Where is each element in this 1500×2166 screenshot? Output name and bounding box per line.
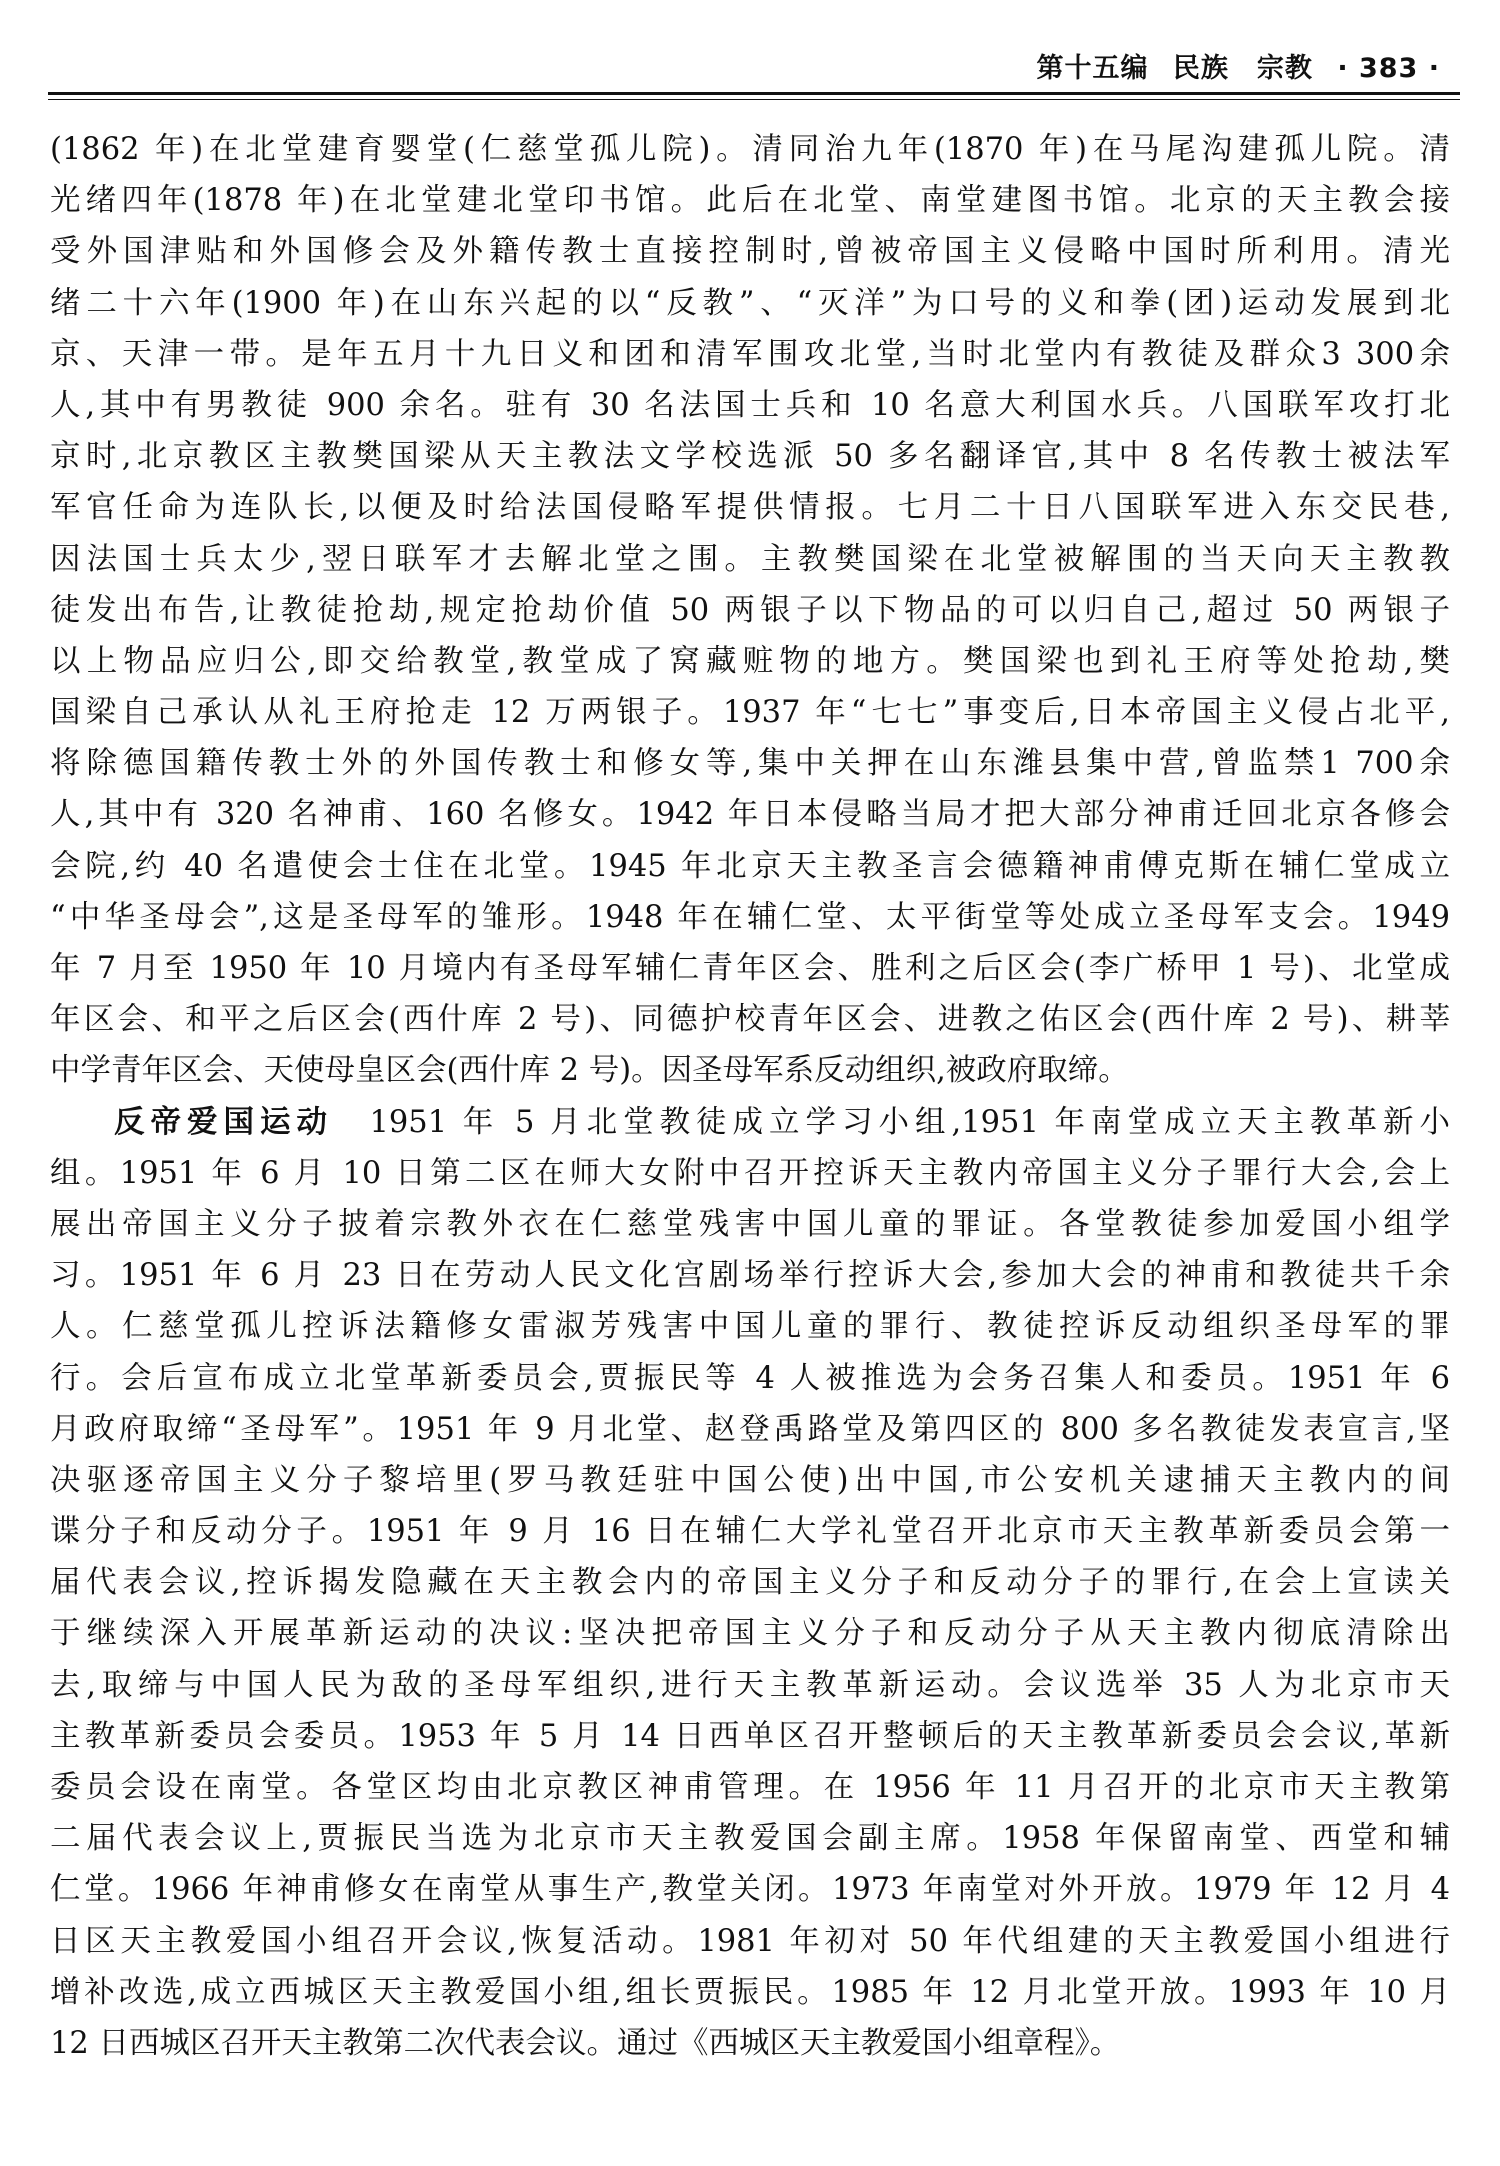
header-text	[1023, 46, 1441, 85]
header-rule-thin	[48, 99, 1460, 100]
text-line: 月政府取缔“圣母军”。1951 年 9 月北堂、赵登禹路堂及第四区的 800 多名教徒发表宣言,坚	[50, 1411, 1450, 1447]
text-line-first	[50, 1097, 1450, 1148]
header-rule-thick	[48, 92, 1460, 95]
text-line: 决驱逐帝国主义分子黎培里(罗马教廷驻中国公使)出中国,市公安机关逮捕天主教内的间	[50, 1462, 1450, 1498]
text-line: 中学青年区会、天使母皇区会(西什库 2 号)。因圣母军系反动组织,被政府取缔。	[50, 1053, 1129, 1089]
text-line: 人,其中有男教徒 900 余名。驻有 30 名法国士兵和 10 名意大利国水兵。八国联军攻打北	[50, 387, 1450, 423]
text-line: 仁堂。1966 年神甫修女在南堂从事生产,教堂关闭。1973 年南堂对外开放。1979 年 12 月 4	[50, 1872, 1450, 1908]
text-line: 于继续深入开展革新运动的决议:坚决把帝国主义分子和反动分子从天主教内彻底清除出	[50, 1616, 1450, 1652]
text-line: 人,其中有 320 名神甫、160 名修女。1942 年日本侵略当局才把大部分神甫迁回北京各修会	[50, 797, 1450, 833]
text-line: 因法国士兵太少,翌日联军才去解北堂之围。主教樊国梁在北堂被解围的当天向天主教教	[50, 541, 1450, 577]
text-line: 增补改选,成立西城区天主教爱国小组,组长贾振民。1985 年 12 月北堂开放。1993 年 10 月	[50, 1974, 1450, 2010]
section-run-in-heading: 反帝爱国运动	[114, 1104, 333, 1140]
text-line: 年 7 月至 1950 年 10 月境内有圣母军辅仁青年区会、胜利之后区会(李广桥甲 1 号)、北堂成	[50, 951, 1450, 986]
text-line: 年区会、和平之后区会(西什库 2 号)、同德护校青年区会、进教之佑区会(西什库 2 号)、耕莘	[50, 1002, 1450, 1038]
text-line: 徒发出布告,让教徒抢劫,规定抢劫价值 50 两银子以下物品的可以归自己,超过 50 两银子	[50, 592, 1450, 628]
header-section: 民族 宗教	[1172, 53, 1313, 84]
text-line: 受外国津贴和外国修会及外籍传教士直接控制时,曾被帝国主义侵略中国时所利用。清光	[50, 234, 1450, 270]
text-line: 去,取缔与中国人民为敌的圣母军组织,进行天主教革新运动。会议选举 35 人为北京市天	[50, 1667, 1450, 1703]
text-line: 12 日西城区召开天主教第二次代表会议。通过《西城区天主教爱国小组章程》。	[50, 2025, 1121, 2061]
text-line: 以上物品应归公,即交给教堂,教堂成了窝藏赃物的地方。樊国梁也到礼王府等处抢劫,樊	[50, 643, 1450, 679]
text-line: 二届代表会议上,贾振民当选为北京市天主教爱国会副主席。1958 年保留南堂、西堂和辅	[50, 1821, 1450, 1857]
text-line: 展出帝国主义分子披着宗教外衣在仁慈堂残害中国儿童的罪证。各堂教徒参加爱国小组学	[50, 1206, 1450, 1242]
text-line: 国梁自己承认从礼王府抢走 12 万两银子。1937 年“七七”事变后,日本帝国主义侵占北平,	[50, 695, 1450, 731]
body-text	[50, 124, 1450, 2069]
page-number: · 383 ·	[1337, 53, 1440, 84]
text-line: 习。1951 年 6 月 23 日在劳动人民文化宫剧场举行控诉大会,参加大会的神甫和教徒共千余	[50, 1258, 1450, 1294]
text-line: 将除德国籍传教士外的外国传教士和修女等,集中关押在山东潍县集中营,曾监禁1 700余	[50, 746, 1450, 782]
text-line: 组。1951 年 6 月 10 日第二区在师大女附中召开控诉天主教内帝国主义分子罪行大会,会上	[50, 1155, 1450, 1191]
text-line: 人。仁慈堂孤儿控诉法籍修女雷淑芳残害中国儿童的罪行、教徒控诉反动组织圣母军的罪	[50, 1309, 1450, 1345]
text-line: 届代表会议,控诉揭发隐藏在天主教会内的帝国主义分子和反动分子的罪行,在会上宣读关	[50, 1565, 1450, 1601]
header-part: 第十五编	[1036, 53, 1149, 84]
text-line: 军官任命为连队长,以便及时给法国侵略军提供情报。七月二十日八国联军进入东交民巷,	[50, 490, 1450, 526]
text-line: 行。会后宣布成立北堂革新委员会,贾振民等 4 人被推选为会务召集人和委员。1951 年 6	[50, 1360, 1450, 1396]
text-line: 京、天津一带。是年五月十九日义和团和清军围攻北堂,当时北堂内有教徒及群众3 300余	[50, 336, 1450, 372]
text-line: “中华圣母会”,这是圣母军的雏形。1948 年在辅仁堂、太平街堂等处成立圣母军支会。1949	[50, 899, 1450, 935]
text-line-rest: 1951 年 5 月北堂教徒成立学习小组,1951 年南堂成立天主教革新小	[332, 1104, 1450, 1140]
text-line: 主教革新委员会委员。1953 年 5 月 14 日西单区召开整顿后的天主教革新委员会会议,革新	[50, 1718, 1450, 1754]
text-line: 光绪四年(1878 年)在北堂建北堂印书馆。此后在北堂、南堂建图书馆。北京的天主教会接	[50, 183, 1450, 219]
text-line: 京时,北京教区主教樊国梁从天主教法文学校选派 50 多名翻译官,其中 8 名传教士被法军	[50, 439, 1450, 475]
text-line: 日区天主教爱国小组召开会议,恢复活动。1981 年初对 50 年代组建的天主教爱国小组进行	[50, 1923, 1450, 1959]
text-line: 绪二十六年(1900 年)在山东兴起的以“反教”、“灭洋”为口号的义和拳(团)运动发展到北	[50, 285, 1450, 321]
running-header	[48, 34, 1460, 84]
text-line: 会院,约 40 名遣使会士住在北堂。1945 年北京天主教圣言会德籍神甫傅克斯在辅仁堂成立	[50, 848, 1450, 884]
text-line: (1862 年)在北堂建育婴堂(仁慈堂孤儿院)。清同治九年(1870 年)在马尾沟建孤儿院。清	[50, 132, 1450, 167]
text-line: 委员会设在南堂。各堂区均由北京教区神甫管理。在 1956 年 11 月召开的北京市天主教第	[50, 1770, 1450, 1805]
text-line: 谍分子和反动分子。1951 年 9 月 16 日在辅仁大学礼堂召开北京市天主教革新委员会第一	[50, 1514, 1450, 1550]
